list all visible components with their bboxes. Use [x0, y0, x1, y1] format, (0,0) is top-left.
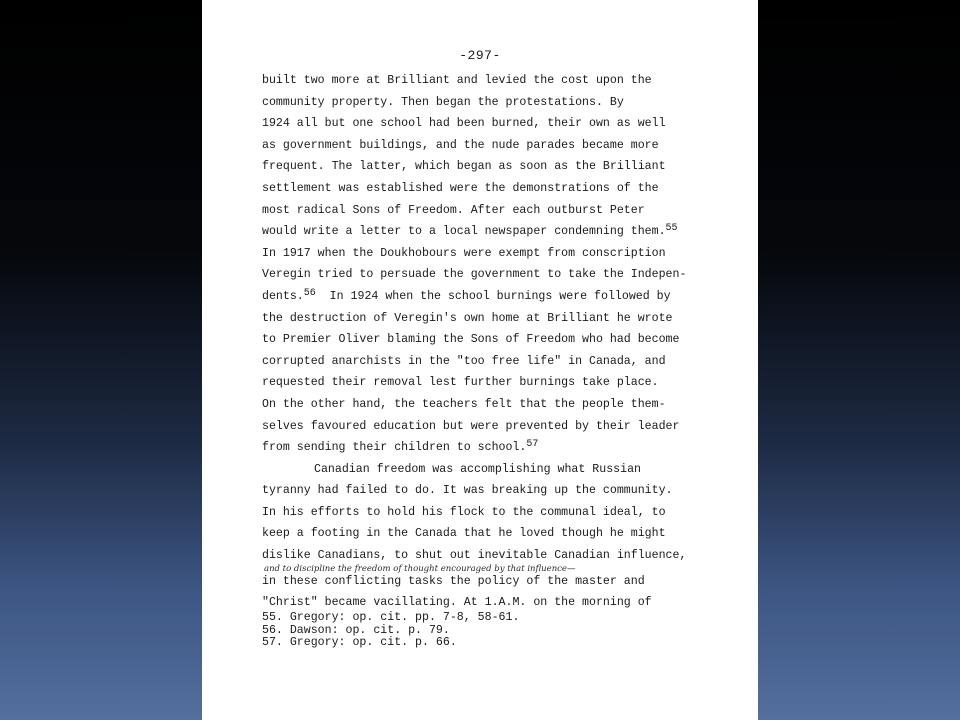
- text-line: would write a letter to a local newspaper condemning them.$^{55}$: [262, 223, 678, 239]
- text-line: frequent. The latter, which began as soon as the Brilliant: [262, 160, 666, 174]
- text-line: settlement was established were the demonstrations of the: [262, 181, 659, 195]
- text-line: in these conflicting tasks the policy of the master and: [262, 574, 645, 588]
- text-line: keep a footing in the Canada that he loved though he might: [262, 527, 666, 541]
- footnote-marker: 57: [526, 439, 539, 451]
- footnote: 56. Dawson: op. cit. p. 79.: [262, 623, 450, 637]
- text-line: "Christ" became vacillating. At 1.A.M. on the morning of: [262, 596, 652, 610]
- text-line: 1924 all but one school had been burned, their own as well: [262, 117, 666, 131]
- text-line: dislike Canadians, to shut out inevitable Canadian influence,: [262, 549, 687, 563]
- document-page: [202, 0, 758, 720]
- text-line: built two more at Brilliant and levied the cost upon the: [262, 74, 652, 87]
- footnote-marker: 55: [665, 223, 678, 235]
- text-line: requested their removal lest further burnings take place.: [262, 376, 659, 390]
- text-line: to Premier Oliver blaming the Sons of Freedom who had become: [262, 333, 680, 347]
- text-line: On the other hand, the teachers felt that the people them-: [262, 397, 666, 411]
- text-line: In 1917 when the Doukhobours were exempt from conscription: [262, 246, 666, 260]
- text-line: as government buildings, and the nude parades became more: [262, 138, 659, 152]
- text-line: selves favoured education but were prevented by their leader: [262, 419, 680, 433]
- footnote: 57. Gregory: op. cit. p. 66.: [262, 636, 457, 649]
- text-line: Veregin tried to persuade the government to take the Indepen-: [262, 268, 687, 282]
- text-line: community property. Then began the protestations. By: [262, 95, 624, 109]
- page-number: -297-: [459, 48, 501, 63]
- text-line: In his efforts to hold his flock to the communal ideal, to: [262, 505, 666, 519]
- handwritten-insertion: and to discipline the freedom of thought encouraged by that influence—: [264, 563, 576, 574]
- paragraph-start-line: Canadian freedom was accomplishing what Russian: [314, 462, 641, 476]
- text-line: corrupted anarchists in the "too free life" in Canada, and: [262, 354, 666, 368]
- body-text: [262, 70, 732, 614]
- footnotes: [262, 612, 519, 650]
- text-line: the destruction of Veregin's own home at Brilliant he wrote: [262, 311, 673, 325]
- footnote: 55. Gregory: op. cit. pp. 7-8, 58-61.: [262, 611, 520, 624]
- footnote-marker: 56: [303, 287, 316, 299]
- text-line: most radical Sons of Freedom. After each outburst Peter: [262, 203, 645, 217]
- text-line: dents.$^{56}$ In 1924 when the school burnings were followed by: [262, 287, 671, 303]
- text-line: tyranny had failed to do. It was breaking up the community.: [262, 484, 673, 498]
- text-line: from sending their children to school.$^{57}$: [262, 439, 539, 455]
